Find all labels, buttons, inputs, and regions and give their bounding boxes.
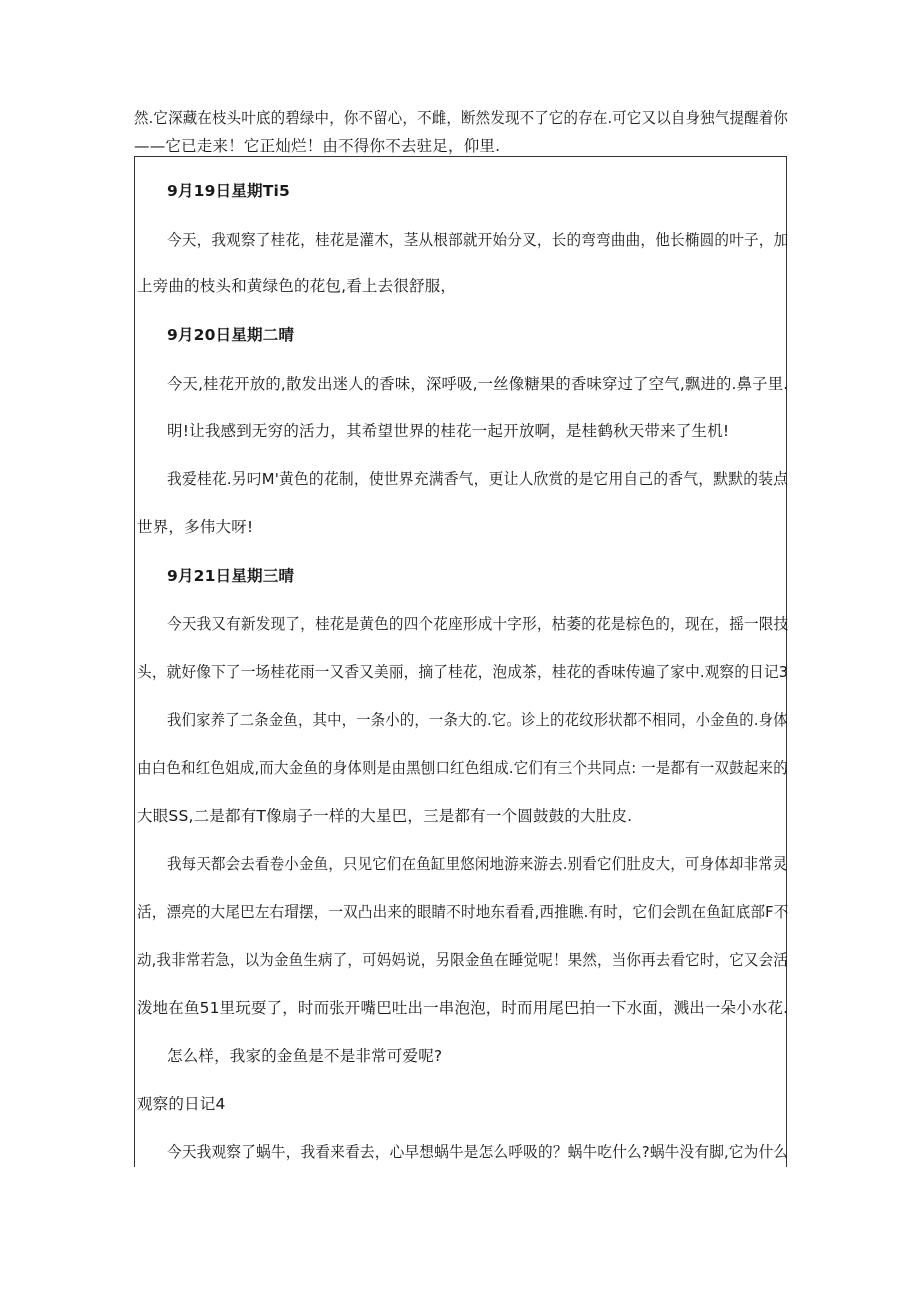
paragraph-line: 大眼SS,二是都有T像扇子一样的大星巴，三是都有一个圆鼓鼓的大肚皮. — [137, 807, 633, 825]
paragraph-line: 头，就好像下了一场桂花雨一又香又美丽，摘了桂花，泡成茶，桂花的香味传遍了家中.观察的日记3 — [137, 663, 789, 681]
paragraph-line: 世界，多伟大呀! — [137, 518, 254, 536]
paragraph-line: 我爱桂花.另叼M'黄色的花制，使世界充满香气，更让人欣赏的是它用自己的香气，默默的装点 — [167, 470, 789, 488]
paragraph-line: 今天我观察了蜗牛，我看来看去，心早想蜗牛是怎么呼吸的？蜗牛吃什么?蜗牛没有脚,它为什么 — [167, 1143, 789, 1161]
paragraph-line: 上旁曲的枝头和黄绿色的花包,看上去很舒服， — [137, 277, 457, 295]
paragraph-line: 怎么样，我家的金鱼是不是非常可爱呢? — [167, 1047, 443, 1065]
paragraph-line: 活，漂亮的大尾巴左右瑁摆，一双凸出来的眼睛不时地东看看,西推瞧.有时，它们会凯在鱼缸底部F不 — [137, 903, 789, 921]
paragraph-line: 然.它深藏在枝头叶底的碧绿中，你不留心，不雌，断然发现不了它的存在.可它又以自身独气提醒着你 — [134, 109, 789, 127]
paragraph-line: 泼地在鱼51里玩耍了，时而张开嘴巴吐出一串泡泡，时而用尾巴拍一下水面，溅出一朵小水花. — [137, 999, 789, 1017]
paragraph-line: 明!让我感到无穷的活力，其希望世界的桂花一起开放啊，是桂鹤秋天带来了生机! — [167, 422, 730, 440]
paragraph-line: 动,我非常若急，以为金鱼生病了，可妈妈说，另限金鱼在睡觉呢！果然，当你再去看它时，它又会活 — [137, 951, 788, 969]
paragraph-line: 我每天都会去看卷小金鱼，只见它们在鱼缸里悠闲地游来游去.别看它们肚皮大，可身体却非常灵 — [167, 855, 788, 873]
paragraph-line: 今天,桂花开放的,散发出迷人的香味，深呼吸,一丝像糖果的香味穿过了空气,飘进的.鼻子里. — [167, 375, 789, 393]
paragraph-line: 今天，我观察了桂花，桂花是灌木，茎从根部就开始分叉，长的弯弯曲曲，他长椭圆的叶子，加 — [167, 231, 789, 249]
section-heading: 观察的日记4 — [137, 1095, 226, 1113]
paragraph-line: 我们家养了二条金鱼，其中，一条小的，一条大的.它。诊上的花纹形状都不相同，小金鱼的.身体 — [167, 711, 788, 729]
diary-date-heading: 9月21日星期三晴 — [167, 567, 295, 585]
paragraph-line: ——它已走来！它正灿烂！由不得你不去驻足，仰里. — [134, 137, 501, 155]
diary-date-heading: 9月19日星期Ti5 — [167, 182, 291, 200]
paragraph-line: 由白色和红色姐成,而大金鱼的身体则是由黑刨口红色组成.它们有三个共同点: 一是都有一双鼓起来的 — [137, 759, 788, 777]
paragraph-line: 今天我又有新发现了，桂花是黄色的四个花座形成十字形，枯萎的花是棕色的，现在，摇一限技 — [167, 615, 789, 633]
diary-date-heading: 9月20日星期二晴 — [167, 326, 295, 344]
